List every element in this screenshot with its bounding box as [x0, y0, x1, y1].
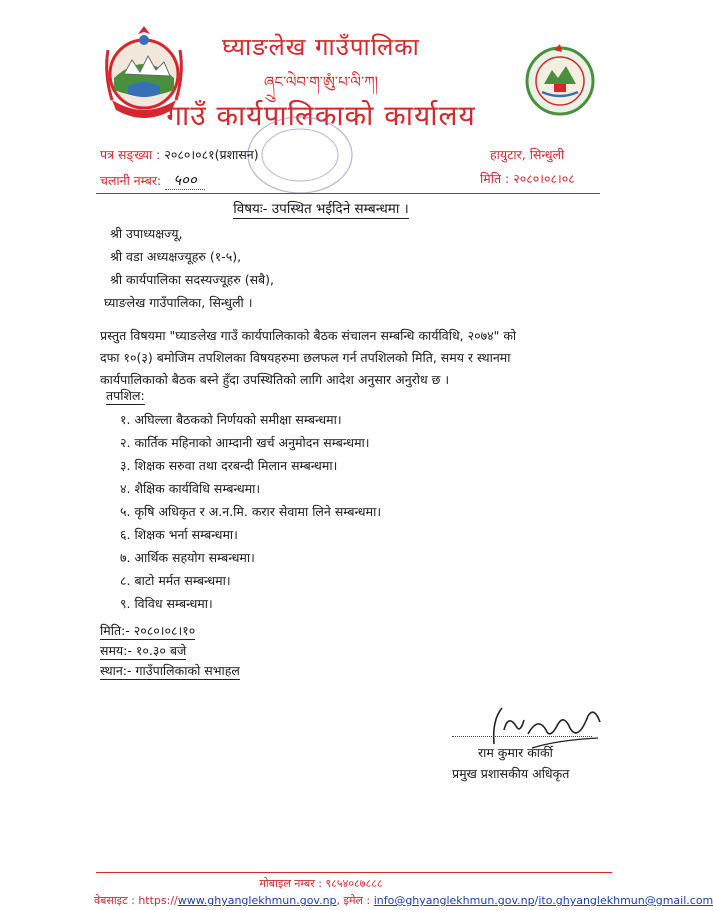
office-location: हायुटार, सिन्धुली — [490, 147, 565, 162]
footer-divider — [96, 872, 612, 873]
addressee-line: श्री उपाध्यक्षज्यू, — [110, 226, 183, 241]
letter-number-value: २०८०।०८१(प्रशासन) — [164, 147, 259, 162]
schedule-label: तपशिल: — [106, 388, 145, 403]
agenda-item: ६. शिक्षक भर्ना सम्बन्धमा। — [120, 527, 238, 542]
dispatch-number: चलानी नम्बर: ५०० — [100, 170, 205, 190]
website-link[interactable]: www.ghyanglekhmun.gov.np — [177, 894, 337, 907]
phone-number: ९८५४०८७८८८ — [325, 877, 383, 890]
signature-line — [452, 736, 592, 737]
agenda-item: २. कार्तिक महिनाको आम्दानी खर्च अनुमोदन सम्बन्धमा। — [120, 435, 370, 450]
signatory-name: राम कुमार कार्की — [478, 745, 553, 760]
body-line: प्रस्तुत विषयमा "घ्याङलेख गाउँ कार्यपालिकाको बैठक संचालन सम्बन्धि कार्यविधि, २०७४" को — [100, 328, 517, 343]
agenda-item: ८. बाटो मर्मत सम्बन्धमा। — [120, 573, 231, 588]
agenda-item: ४. शैक्षिक कार्यविधि सम्बन्धमा। — [120, 481, 261, 496]
letter-date: मिति : २०८०।०८।०८ — [480, 171, 575, 186]
municipality-title-alt-script: ཞྲུང་ལེབ་ག་ཨུཾ་པ་ལི་ཀ། — [263, 73, 379, 91]
agenda-item: ७. आर्थिक सहयोग सम्बन्धमा। — [120, 550, 255, 565]
letter-number: पत्र सङ्ख्या : २०८०।०८१(प्रशासन) — [100, 147, 259, 162]
header-divider — [96, 193, 600, 194]
subject-line: विषयः- उपस्थित भईदिने सम्बन्धमा । — [233, 201, 409, 217]
body-line: कार्यपालिकाको बैठक बस्ने हुँदा उपस्थितिको लागि आदेश अनुसार अनुरोध छ । — [100, 372, 450, 387]
agenda-item: ५. कृषि अधिकृत र अ.न.मि. करार सेवामा लिने सम्बन्धमा। — [120, 504, 382, 519]
agenda-item: ९. विविध सम्बन्धमा। — [120, 596, 213, 611]
addressee-line: श्री वडा अध्यक्षज्यूहरु (१-५), — [110, 249, 242, 264]
email-link-secondary[interactable]: ito.ghyanglekhmun@gmail.com — [538, 894, 713, 907]
letter-date-value: २०८०।०८।०८ — [513, 171, 575, 186]
meeting-venue: स्थान:- गाउँपालिकाको सभाहल — [100, 663, 240, 678]
footer-phone: मोबाइल नम्बर : ९८५४०८७८८८ — [259, 877, 383, 890]
meeting-time: समय:- १०.३० बजे — [100, 643, 187, 658]
municipality-title: घ्याङलेख गाउँपालिका — [222, 33, 420, 61]
agenda-item: १. अघिल्ला बैठकको निर्णयको समीक्षा सम्बन्धमा। — [120, 412, 342, 427]
office-title: गाउँ कार्यपालिकाको कार्यालय — [166, 99, 476, 132]
agenda-item: ३. शिक्षक सरुवा तथा दरबन्दी मिलान सम्बन्धमा। — [120, 458, 338, 473]
dispatch-number-value: ५०० — [165, 171, 204, 190]
footer-contacts: वेबसाइट : https://www.ghyanglekhmun.gov.np, इमेल : info@ghyanglekhmun.gov.np/ito.ghyanglekhmun@gmail.com — [94, 894, 713, 907]
addressee-line: घ्याङलेख गाउँपालिका, सिन्धुली । — [104, 295, 253, 310]
addressee-line: श्री कार्यपालिका सदस्यज्यूहरु (सबै), — [110, 272, 275, 287]
email-link[interactable]: info@ghyanglekhmun.gov.np — [373, 894, 535, 907]
body-line: दफा १०(३) बमोजिम तपशिलका विषयहरुमा छलफल गर्न तपशिलको मिति, समय र स्थानमा — [100, 350, 511, 365]
signatory-title: प्रमुख प्रशासकीय अधिकृत — [452, 766, 570, 781]
meeting-date: मिति:- २०८०।०८।१० — [100, 623, 196, 638]
